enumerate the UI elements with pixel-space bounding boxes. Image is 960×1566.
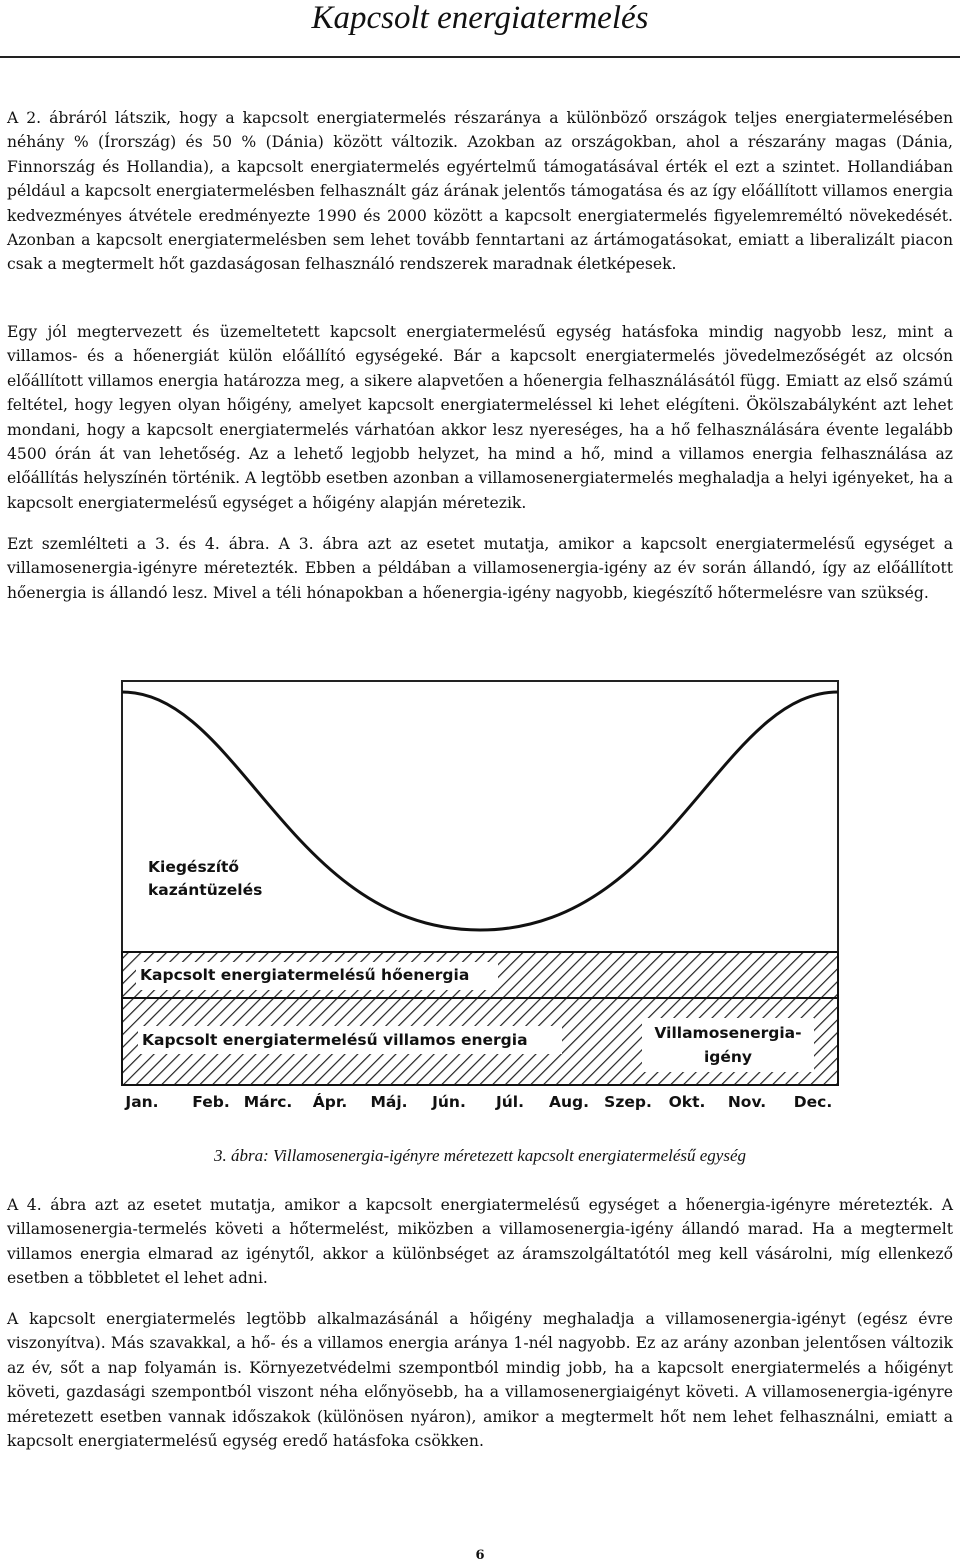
month-label: Okt. xyxy=(668,1093,706,1111)
page-header-title: Kapcsolt energiatermelés xyxy=(311,0,649,36)
month-label: Máj. xyxy=(370,1093,408,1111)
chp-heat-label: Kapcsolt energiatermelésű hőenergia xyxy=(140,966,470,984)
page-number: 6 xyxy=(475,1548,485,1563)
month-label: Szep. xyxy=(604,1093,652,1111)
header-divider xyxy=(0,56,960,58)
month-label: Jún. xyxy=(432,1093,466,1111)
month-label: Júl. xyxy=(495,1093,525,1111)
supplementary-boiler-label: Kiegészítő kazántüzelés xyxy=(148,858,263,899)
chp-electric-label: Kapcsolt energiatermelésű villamos energia xyxy=(142,1031,528,1049)
month-label: Ápr. xyxy=(312,1093,348,1111)
paragraph-5: A kapcsolt energiatermelés legtöbb alkalmazásánál a hőigény meghaladja a villamosenergia-igényt (egész évre viszonyítva). Más szavakkal, a hő- és a villamos energia aránya 1-nél nagyobb. Ez az arány azonban jelentősen változik az év, sőt a nap folyamán is. Környezetvédelmi szempontból mindig jobb, ha a kapcsolt energiatermelés a hőigényt követi, gazdasági szempontból viszont néha előnyösebb, ha a villamosenergiaigényt követi. A villamosenergia-igényre méretezett esetben vannak időszakok (különösen nyáron), amikor a megtermelt hőt nem lehet felhasználni, emiatt a kapcsolt energiatermelésű egység eredő hatásfoka csökken. xyxy=(7,1310,953,1451)
paragraph-4: A 4. ábra azt az esetet mutatja, amikor a kapcsolt energiatermelésű egységet a hőenergia-igényre méretezték. A villamosenergia-termelés követi a hőtermelést, miközben a villamosenergia-igény állandó marad. Ha a megtermelt villamos energia elmarad az igénytől, akkor a különbséget az áramszolgáltatótól meg kell vásárolni, míg ellenkező esetben a többletet el lehet adni. xyxy=(7,1196,953,1288)
month-label: Feb. xyxy=(192,1093,230,1111)
paragraph-2: Egy jól megtervezett és üzemeltetett kapcsolt energiatermelésű egység hatásfoka mindig nagyobb lesz, mint a villamos- és a hőenergiát külön előállító egységeké. Bár a kapcsolt energiatermelés jövedelmezőségét az olcsón előállított villamos energia határozza meg, a sikere alapvetően a hőenergia felhasználásától függ. Emiatt az első számú feltétel, hogy legyen olyan hőigény, amelyet kapcsolt energiatermeléssel ki lehet elégíteni. Ökölszabályként azt lehet mondani, hogy a kapcsolt energiatermelés várhatóan akkor lesz nyereséges, ha a hő felhasználására évente legalább 4500 órán át van lehetőség. Az a lehető legjobb helyzet, ha mind a hő, mind a villamos energia felhasználása az előállítás helyszínén történik. A legtöbb esetben azonban a villamosenergiatermelés meghaladja a helyi igényeket, ha a kapcsolt energiatermelésű egységet a hőigény alapján méretezik. xyxy=(7,323,953,512)
month-label: Aug. xyxy=(548,1093,590,1111)
month-label: Jan. xyxy=(125,1093,159,1111)
paragraph-3: Ezt szemlélteti a 3. és 4. ábra. A 3. ábra azt az esetet mutatja, amikor a kapcsolt energiatermelésű egységet a villamosenergia-igényre méretezték. Ebben a példában a villamosenergia-igény az év során állandó, így az előállított hőenergia is állandó lesz. Mivel a téli hónapokban a hőenergia-igény nagyobb, kiegészítő hőtermelésre van szükség. xyxy=(7,535,953,602)
month-label: Nov. xyxy=(727,1093,767,1111)
electric-demand-label: Villamosenergia- igény xyxy=(654,1024,802,1066)
month-label: Márc. xyxy=(243,1093,293,1111)
paragraph-1: A 2. ábráról látszik, hogy a kapcsolt energiatermelés részaránya a különböző országok teljes energiatermelésében néhány % (Írország) és 50 % (Dánia) között változik. Azokban az országokban, ahol a részarány magas (Dánia, Finnország és Hollandia), a kapcsolt energiatermelés egyértelmű támogatásával érték el ezt a szintet. Hollandiában például a kapcsolt energiatermelésben felhasznált gáz árának jelentős támogatása és az így előállított villamos energia kedvezményes átvétele eredményezte 1990 és 2000 között a kapcsolt energiatermelés figyelemreméltó növekedését. Azonban a kapcsolt energiatermelésben sem lehet tovább fenntartani az ártámogatásokat, emiatt a liberalizált piacon csak a megtermelt hőt gazdaságosan felhasználó rendszerek maradnak életképesek. xyxy=(7,109,953,274)
figure-3 xyxy=(120,680,840,1120)
figure-caption: 3. ábra: Villamosenergia-igényre méretezett kapcsolt energiatermelésű egység xyxy=(213,1146,747,1165)
month-label: Dec. xyxy=(793,1093,833,1111)
